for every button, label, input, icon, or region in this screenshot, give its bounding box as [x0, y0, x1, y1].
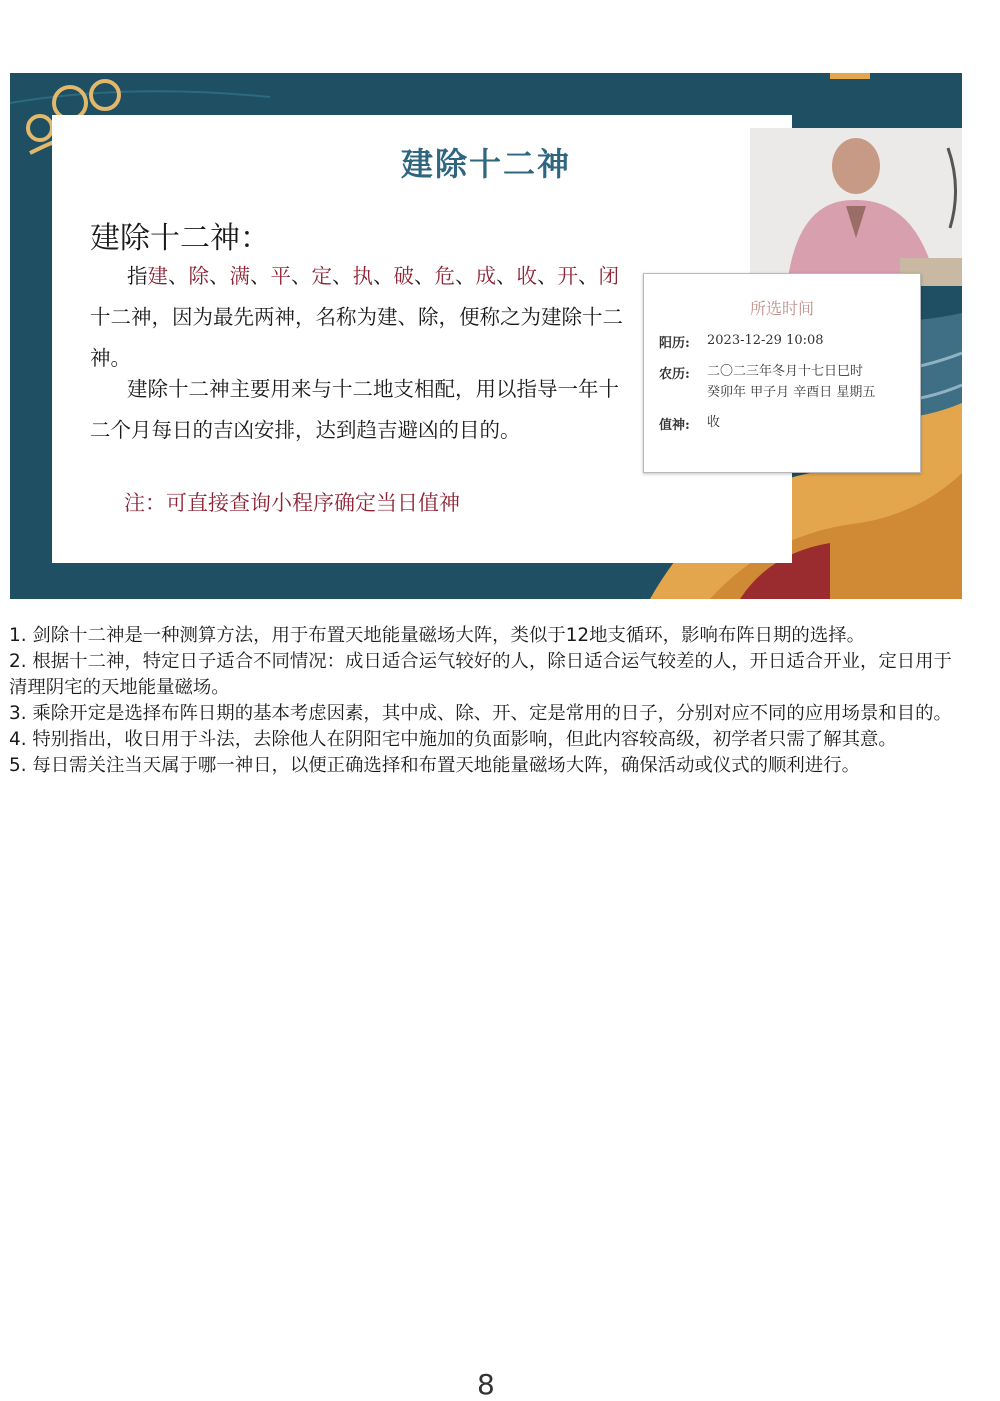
popup-title: 所选时间 — [749, 299, 814, 318]
lunar-value-date: 二〇二三年冬月十七日巳时 — [707, 364, 864, 379]
usage-paragraph: 建除十二神主要用来与十二地支相配，用以指导一年十二个月每日的吉凶安排，达到趋吉避凶的目的。 — [90, 377, 619, 442]
note-item: 1. 剑除十二神是一种测算方法，用于布置天地能量磁场大阵，类似于12地支循环，影响布阵日期的选择。 — [9, 625, 865, 646]
slide-note: 注：可直接查询小程序确定当日值神 — [124, 491, 460, 515]
lecture-slide — [10, 73, 962, 599]
page-number: 8 — [477, 1368, 495, 1401]
presenter-figure — [750, 128, 962, 286]
solar-label: 阳历: — [659, 336, 690, 351]
selected-time-popup — [643, 273, 921, 473]
duty-value: 收 — [707, 415, 721, 430]
note-item: 2. 根据十二神，特定日子适合不同情况：成日适合运气较好的人，除日适合运气较差的人，开日适合开业，定日用于清理阴宅的天地能量磁场。 — [9, 651, 952, 698]
lunar-value-ganzhi: 癸卯年 甲子月 辛酉日 星期五 — [707, 385, 876, 400]
presenter-video — [750, 128, 962, 286]
note-item: 4. 特别指出，收日用于斗法，去除他人在阴阳宅中施加的负面影响，但此内容较高级，初学者只需了解其意。 — [9, 729, 897, 750]
note-item: 3. 乘除开定是选择布阵日期的基本考虑因素，其中成、除、开、定是常用的日子，分别对应不同的应用场景和目的。 — [9, 703, 952, 724]
slide-title: 建除十二神 — [400, 145, 571, 183]
summary-notes — [9, 623, 954, 779]
duty-label: 值神: — [659, 418, 690, 433]
note-item: 5. 每日需关注当天属于哪一神日，以便正确选择和布置天地能量磁场大阵，确保活动或仪式的顺利进行。 — [9, 755, 860, 776]
definition-paragraph: 指建、除、满、平、定、执、破、危、成、收、开、闭十二神，因为最先两神，名称为建、除，便称之为建除十二神。 — [90, 264, 623, 370]
section-heading: 建除十二神： — [90, 221, 270, 256]
solar-value: 2023-12-29 10:08 — [707, 333, 824, 348]
lunar-label: 农历: — [659, 367, 690, 382]
